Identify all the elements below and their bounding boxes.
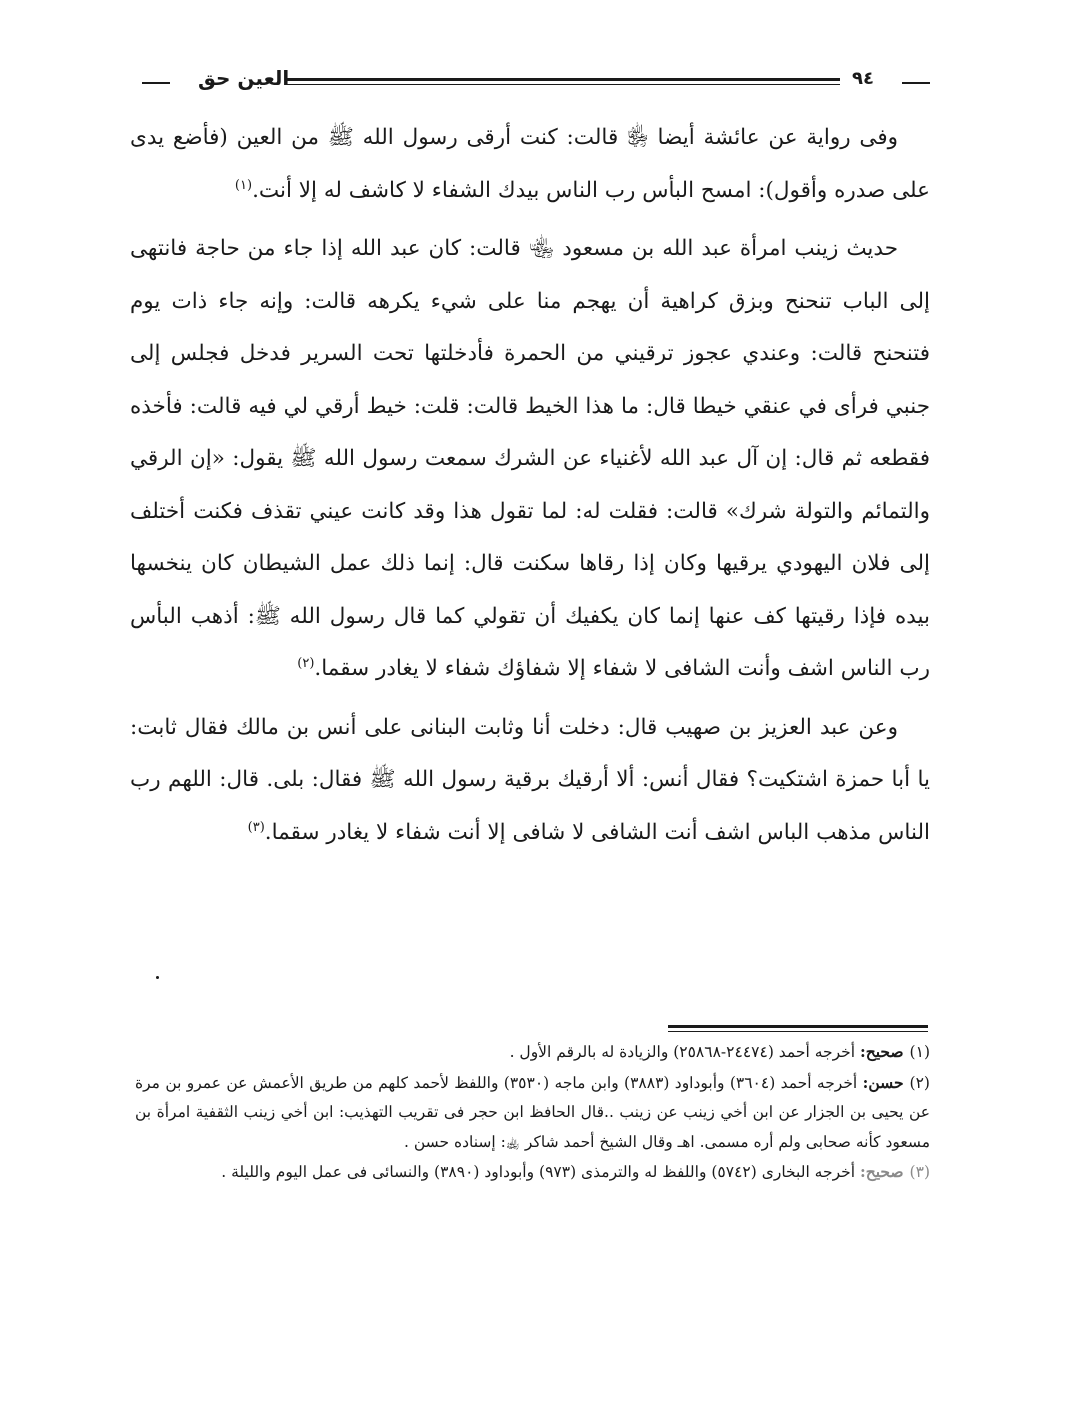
footnote-text: أخرجه أحمد (٣٦٠٤) وأبوداود (٣٨٨٣) وابن ماجه (٣٥٣٠) واللفظ لأحمد كلهم من طريق الأعمش عن عمرو بن مرة عن يحيى بن الجزار عن ابن أخي زينب عن زينب ..قال الحافظ ابن حجر فى تقريب التهذيب: ابن أخي زينب الثقفية امرأة بن مسعود كأنه صحابى ولم أره مسمى. اهـ وقال الشيخ أحمد شاكر ﵀: إسناده حسن . bbox=[135, 1073, 930, 1151]
footnote-text: أخرجه البخارى (٥٧٤٢) واللفظ له والترمذى (٩٧٣) وأبوداود (٣٨٩٠) والنسائى فى عمل اليوم والليلة . bbox=[221, 1163, 856, 1181]
page-number: ٩٤ bbox=[852, 68, 874, 89]
footnote-rule bbox=[668, 1025, 928, 1032]
footnote-ref: (١) bbox=[234, 177, 253, 193]
footnote-grade: صحيح: bbox=[859, 1042, 904, 1061]
page bbox=[130, 60, 930, 865]
footnote-grade: حسن: bbox=[862, 1072, 904, 1092]
paragraph-text: وفى رواية عن عائشة أيضا ﵂ قالت: كنت أرقى رسول الله ﷺ من العين (فأضع يدى على صدره وأقول): امسح البأس رب الناس بيدك الشفاء لا كاشف له إلا أنت. bbox=[130, 125, 930, 203]
header-title: العين حق bbox=[198, 66, 290, 90]
header-dash-right bbox=[902, 82, 930, 84]
footnote-number: (٢) bbox=[909, 1073, 930, 1092]
paragraph-3 bbox=[130, 702, 930, 860]
header-rule bbox=[285, 78, 840, 85]
footnote-number: (٣) bbox=[909, 1163, 930, 1181]
paragraph-2 bbox=[130, 223, 930, 696]
header-dash-left bbox=[142, 82, 170, 84]
footnotes bbox=[135, 1037, 930, 1188]
footnote-text: أخرجه أحمد (٢٤٤٧٤-٢٥٨٦٨) والزيادة له بالرقم الأول . bbox=[509, 1043, 856, 1061]
footnote-2 bbox=[135, 1068, 930, 1158]
footnote-1 bbox=[135, 1037, 930, 1068]
body-text bbox=[130, 112, 930, 859]
footnote-number: (١) bbox=[909, 1043, 930, 1061]
footnote-grade: صحيح: bbox=[859, 1162, 904, 1181]
footnote-ref: (٢) bbox=[297, 655, 315, 671]
paragraph-text: حديث زينب امرأة عبد الله بن مسعود ﵄ قالت: كان عبد الله إذا جاء من حاجة فانتهى إلى الباب تنحنح وبزق كراهية أن يهجم منا على شيء يكرهه قالت: وإنه جاء ذات يوم فتنحنح قالت: وعندي عجوز ترقيني من الحمرة فأدخلتها تحت السرير فدخل فجلس إلى جنبي فرأى في عنقي خيطا قال: ما هذا الخيط قالت: قلت: خيط أرقي لي فيه قالت: فأخذه فقطعه ثم قال: إن آل عبد الله لأغنياء عن الشرك سمعت رسول الله ﷺ يقول: «إن الرقي والتمائم والتولة شرك» قالت: فقلت له: لما تقول هذا وقد كانت عيني تقذف فكنت أختلف إلى فلان اليهودي يرقيها وكان إذا رقاها سكنت قال: إنما ذلك عمل الشيطان كان ينخسها بيده فإذا رقيتها كف عنها إنما كان يكفيك أن تقولي كما قال رسول الله ﷺ: أذهب البأس رب الناس اشف وأنت الشافى لا شفاء إلا شفاؤك شفاء لا يغادر سقما. bbox=[130, 236, 930, 681]
footnote-ref: (٣) bbox=[247, 819, 265, 835]
running-header bbox=[130, 60, 930, 100]
footnote-3 bbox=[135, 1157, 930, 1188]
paragraph-text: وعن عبد العزيز بن صهيب قال: دخلت أنا وثابت البنانى على أنس بن مالك فقال ثابت: يا أبا حمزة اشتكيت؟ فقال أنس: ألا أرقيك برقية رسول الله ﷺ فقال: بلى. قال: اللهم رب الناس مذهب الباس اشف أنت الشافى لا شافى إلا أنت شفاء لا يغادر سقما. bbox=[130, 714, 930, 845]
stray-dot bbox=[156, 976, 159, 979]
paragraph-1 bbox=[130, 112, 930, 217]
